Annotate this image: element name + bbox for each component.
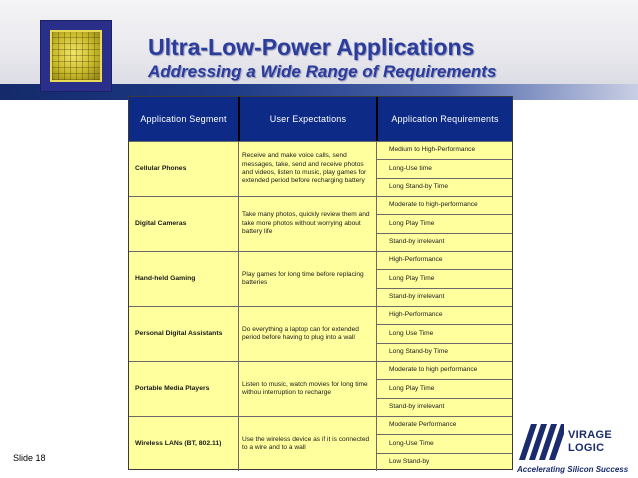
slide-number: Slide 18 bbox=[13, 453, 46, 463]
requirement-item: High-Performance bbox=[389, 256, 443, 264]
expectations-cell: Receive and make voice calls, send messages, take, send and receive photos and videos, listen to music, play games for extended period before recharging battery bbox=[238, 142, 376, 196]
expectations-cell: Play games for long time before replacing batteries bbox=[238, 252, 376, 306]
segment-cell: Hand-held Gaming bbox=[135, 274, 196, 282]
requirement-item: Medium to High-Performance bbox=[389, 146, 476, 154]
table-row bbox=[129, 416, 512, 471]
requirements-cell bbox=[376, 142, 512, 196]
virage-logic-mark-icon bbox=[517, 420, 565, 462]
logo-line-1: VIRAGE bbox=[568, 429, 612, 441]
segment-cell: Cellular Phones bbox=[135, 164, 187, 172]
segment-cell: Digital Cameras bbox=[135, 219, 187, 227]
requirement-item: Moderate to high performance bbox=[389, 366, 478, 374]
table-header-row bbox=[129, 97, 512, 141]
expectations-cell: Take many photos, quickly review them and take more photos without worrying about battery life bbox=[238, 197, 376, 251]
requirement-item: Stand-by irrelevant bbox=[377, 398, 512, 416]
table-row bbox=[129, 306, 512, 361]
requirement-item: Low Stand-by bbox=[377, 453, 512, 471]
requirement-item: Long Play Time bbox=[377, 214, 512, 232]
requirement-item: Moderate Performance bbox=[389, 421, 457, 429]
requirements-cell bbox=[376, 307, 512, 361]
requirements-cell bbox=[376, 417, 512, 471]
slide-subtitle: Addressing a Wide Range of Requirements bbox=[148, 62, 497, 81]
requirement-item: Stand-by irrelevant bbox=[377, 288, 512, 306]
segment-cell: Portable Media Players bbox=[135, 384, 210, 392]
requirement-item: Long Use Time bbox=[377, 324, 512, 342]
expectations-cell: Use the wireless device as if it is connected to a wire and to a wall bbox=[238, 417, 376, 471]
expectations-cell: Do everything a laptop can for extended period before having to plug into a wall bbox=[238, 307, 376, 361]
header-application-requirements: Application Requirements bbox=[376, 97, 512, 141]
requirement-item: High-Performance bbox=[389, 311, 443, 319]
requirement-item: Long Play Time bbox=[377, 269, 512, 287]
header-application-segment: Application Segment bbox=[140, 114, 227, 124]
slide-title: Ultra-Low-Power Applications bbox=[148, 34, 475, 60]
requirement-item: Long Stand-by Time bbox=[377, 343, 512, 361]
chip-image bbox=[40, 20, 112, 92]
logo-line-2: LOGIC bbox=[568, 442, 605, 454]
table-row bbox=[129, 361, 512, 416]
header-user-expectations: User Expectations bbox=[238, 97, 376, 141]
requirements-table bbox=[128, 96, 513, 470]
company-logo bbox=[514, 418, 636, 476]
segment-cell: Wireless LANs (BT, 802.11) bbox=[135, 439, 222, 447]
segment-cell: Personal Digital Assistants bbox=[135, 329, 223, 337]
requirements-cell bbox=[376, 197, 512, 251]
requirement-item: Long-Use time bbox=[377, 159, 512, 177]
requirement-item: Moderate to high-performance bbox=[389, 201, 478, 209]
requirement-item: Long Play Time bbox=[377, 379, 512, 397]
table-row bbox=[129, 141, 512, 196]
requirements-cell bbox=[376, 252, 512, 306]
logo-tagline: Accelerating Silicon Success bbox=[517, 465, 629, 474]
requirement-item: Long-Use Time bbox=[377, 434, 512, 452]
requirements-cell bbox=[376, 362, 512, 416]
expectations-cell: Listen to music, watch movies for long time withou interruption to recharge bbox=[238, 362, 376, 416]
table-row bbox=[129, 196, 512, 251]
requirement-item: Long Stand-by Time bbox=[377, 178, 512, 196]
table-row bbox=[129, 251, 512, 306]
requirement-item: Stand-by irrelevant bbox=[377, 233, 512, 251]
chip-icon bbox=[50, 30, 102, 82]
